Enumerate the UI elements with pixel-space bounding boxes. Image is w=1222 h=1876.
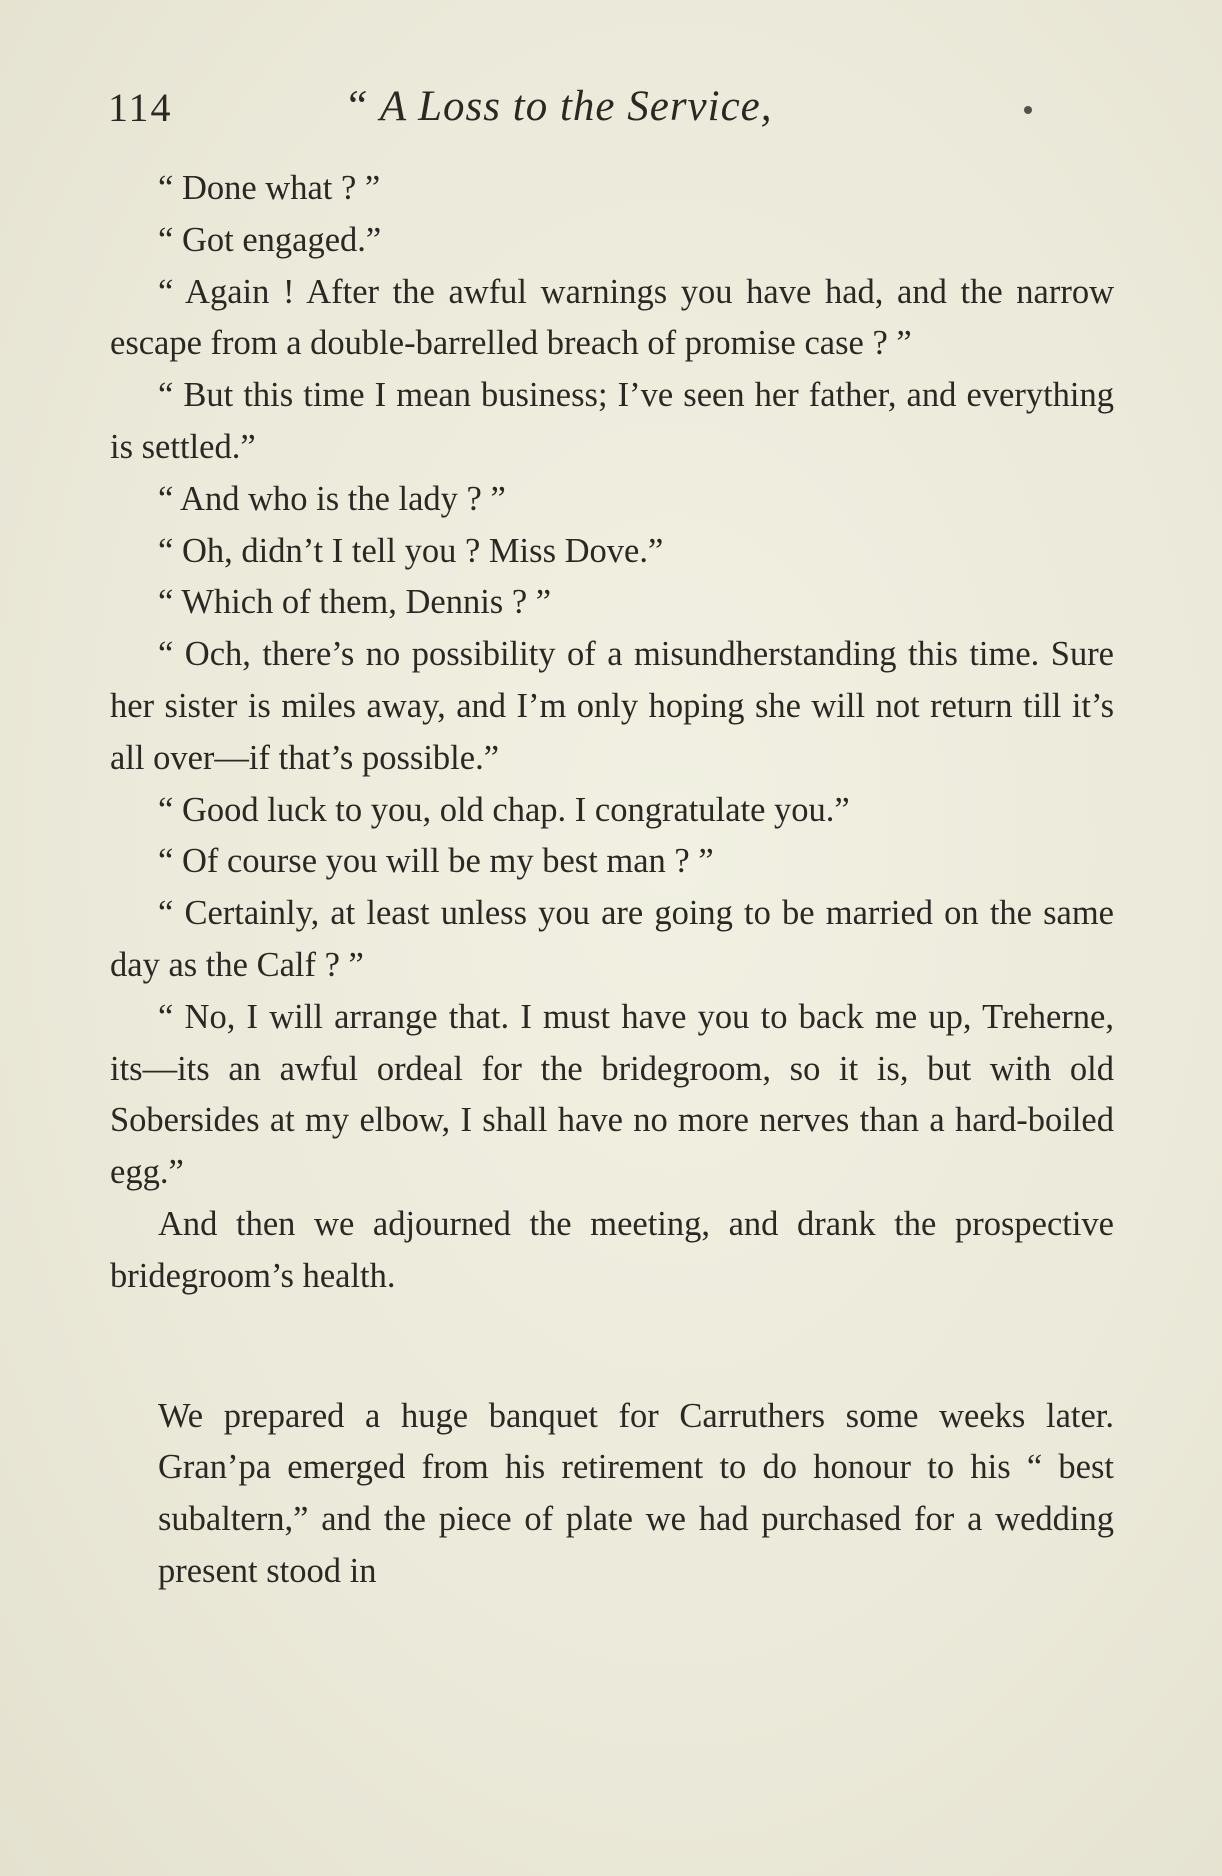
paragraph: “ Got engaged.”	[158, 220, 382, 259]
paragraph: “ Of course you will be my best man ? ”	[158, 842, 714, 881]
paragraph: “ But this time I mean business; I’ve seen her father, and everything is settled.”	[110, 376, 1114, 466]
paragraph: “ Good luck to you, old chap. I congratulate you.”	[158, 790, 850, 829]
paragraph: “ And who is the lady ? ”	[158, 479, 506, 518]
paragraph: We prepared a huge banquet for Carruthers some weeks later. Gran’pa emerged from his retirement to do honour to his “ best subaltern,” and the piece of plate we had purchased for a wedding present stood in	[158, 1396, 1114, 1590]
paragraph: “ Again ! After the awful warnings you have had, and the narrow escape from a double-barrelled breach of promise case ? ”	[110, 272, 1114, 363]
paragraph: And then we adjourned the meeting, and drank the prospective bridegroom’s health.	[110, 1204, 1114, 1295]
paragraph: “ Och, there’s no possibility of a misundherstanding this time. Sure her sister is miles away, and I’m only hoping she will not return till it’s all over—if that’s possible.”	[110, 635, 1114, 777]
page-header	[108, 78, 1118, 138]
running-head: “ A Loss to the Service,	[344, 83, 773, 130]
paragraph: “ Oh, didn’t I tell you ? Miss Dove.”	[158, 531, 664, 570]
body-text	[110, 163, 1114, 1598]
paragraph: “ Certainly, at least unless you are going to be married on the same day as the Calf ? ”	[110, 894, 1114, 984]
page-number: 114	[108, 85, 173, 130]
paragraph: “ No, I will arrange that. I must have you to back me up, Treherne, its—its an awful ordeal for the bridegroom, so it is, but with old Sobersides at my elbow, I shall have no more nerves than a hard-boiled egg.”	[110, 997, 1114, 1192]
paragraph: “ Which of them, Dennis ? ”	[158, 583, 552, 622]
ink-speck	[1024, 106, 1032, 114]
paragraph: “ Done what ? ”	[158, 169, 381, 207]
